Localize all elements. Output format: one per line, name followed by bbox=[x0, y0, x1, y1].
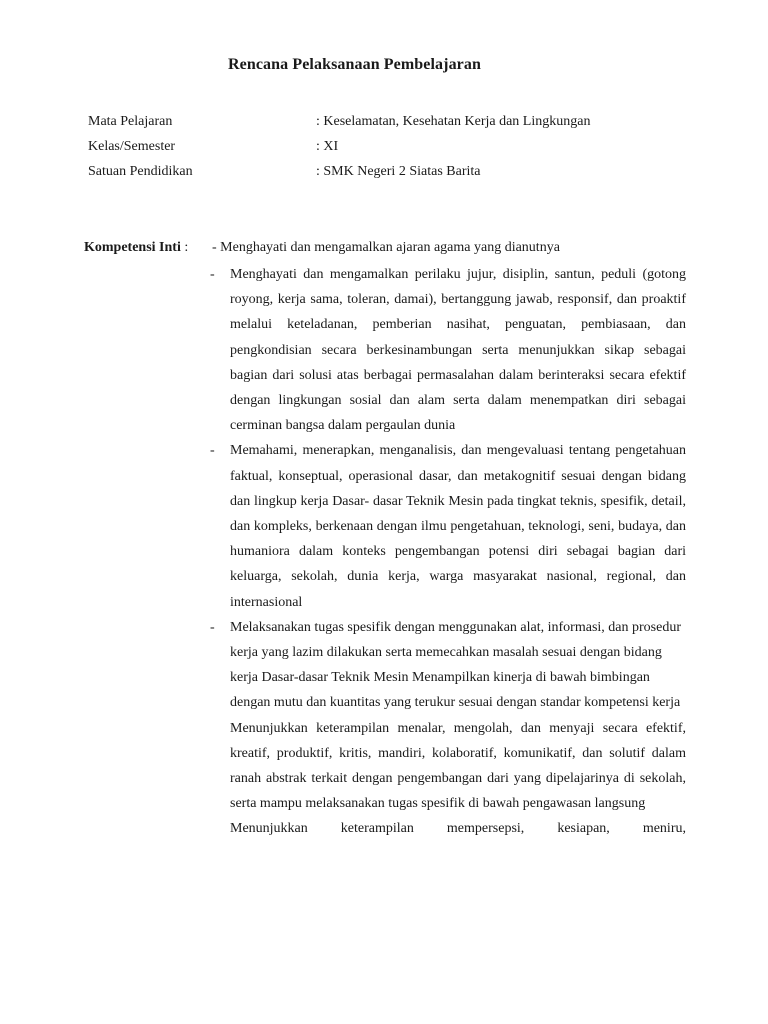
list-item-text: Menunjukkan keterampilan mempersepsi, kesiapan, meniru, bbox=[230, 821, 686, 837]
info-label: Satuan Pendidikan bbox=[88, 164, 193, 179]
list-item bbox=[208, 716, 686, 817]
list-item bbox=[208, 816, 686, 841]
list-item bbox=[208, 615, 686, 716]
kompetensi-inti-heading bbox=[84, 239, 188, 257]
list-item-text: Memahami, menerapkan, menganalisis, dan mengevaluasi tentang pengetahuan faktual, konseptual, operasional dasar, dan metakognitif sesuai dengan bidang dan lingkup kerja Dasar- dasar Teknik Mesin pada tingkat teknis, spesifik, detail, dan kompleks, berkenaan dengan ilmu pengetahuan, teknologi, seni, budaya, dan humaniora dalam konteks pengembangan potensi diri sebagai bagian dari keluarga, sekolah, dunia kerja, warga masyarakat nasional, regional, dan internasional bbox=[230, 443, 686, 610]
kompetensi-inti-list bbox=[208, 262, 686, 842]
info-label: Kelas/Semester bbox=[88, 139, 176, 154]
kompetensi-inti-label: Kompetensi Inti bbox=[84, 240, 181, 255]
list-marker: - bbox=[210, 619, 215, 635]
kompetensi-inti-first-item: - Menghayati dan mengamalkan ajaran agama yang dianutnya bbox=[212, 240, 560, 255]
info-value: : XI bbox=[316, 139, 339, 154]
list-marker: - bbox=[210, 267, 215, 282]
list-item bbox=[208, 438, 686, 614]
list-marker: - bbox=[210, 443, 215, 459]
document-title: Rencana Pelaksanaan Pembelajaran bbox=[228, 56, 481, 73]
kompetensi-inti-colon: : bbox=[180, 240, 189, 255]
list-item-text: Melaksanakan tugas spesifik dengan menggunakan alat, informasi, dan prosedur kerja yang lazim dilakukan serta memecahkan masalah sesuai dengan bidang kerja Dasar-dasar Teknik Mesin Menampilkan kinerja di bawah bimbingan dengan mutu dan kuantitas yang terukur sesuai dengan standar kompetensi kerja bbox=[230, 619, 681, 711]
list-item-text: Menghayati dan mengamalkan perilaku jujur, disiplin, santun, peduli (gotong royong, kerja sama, toleran, damai), bertanggung jawab, responsif, dan proaktif melalui keteladanan, pemberian nasihat, penguatan, pembiasaan, dan pengkondisian secara berkesinambungan serta menunjukkan sikap sebagai bagian dari solusi atas berbagai permasalahan dalam berinteraksi secara efektif dengan lingkungan sosial dan alam serta dalam menempatkan diri sebagai cerminan bangsa dalam pergaulan dunia bbox=[230, 267, 686, 434]
list-item bbox=[208, 262, 686, 438]
info-value: : Keselamatan, Kesehatan Kerja dan Lingkungan bbox=[316, 114, 591, 129]
info-label: Mata Pelajaran bbox=[88, 114, 173, 129]
info-value: : SMK Negeri 2 Siatas Barita bbox=[316, 164, 481, 179]
list-item-text: Menunjukkan keterampilan menalar, mengolah, dan menyaji secara efektif, kreatif, produktif, kritis, mandiri, kolaboratif, komunikatif, dan solutif dalam ranah abstrak terkait dengan pengembangan dari yang dipelajarinya di sekolah, serta mampu melaksanakan tugas spesifik di bawah pengawasan langsung bbox=[230, 720, 686, 812]
